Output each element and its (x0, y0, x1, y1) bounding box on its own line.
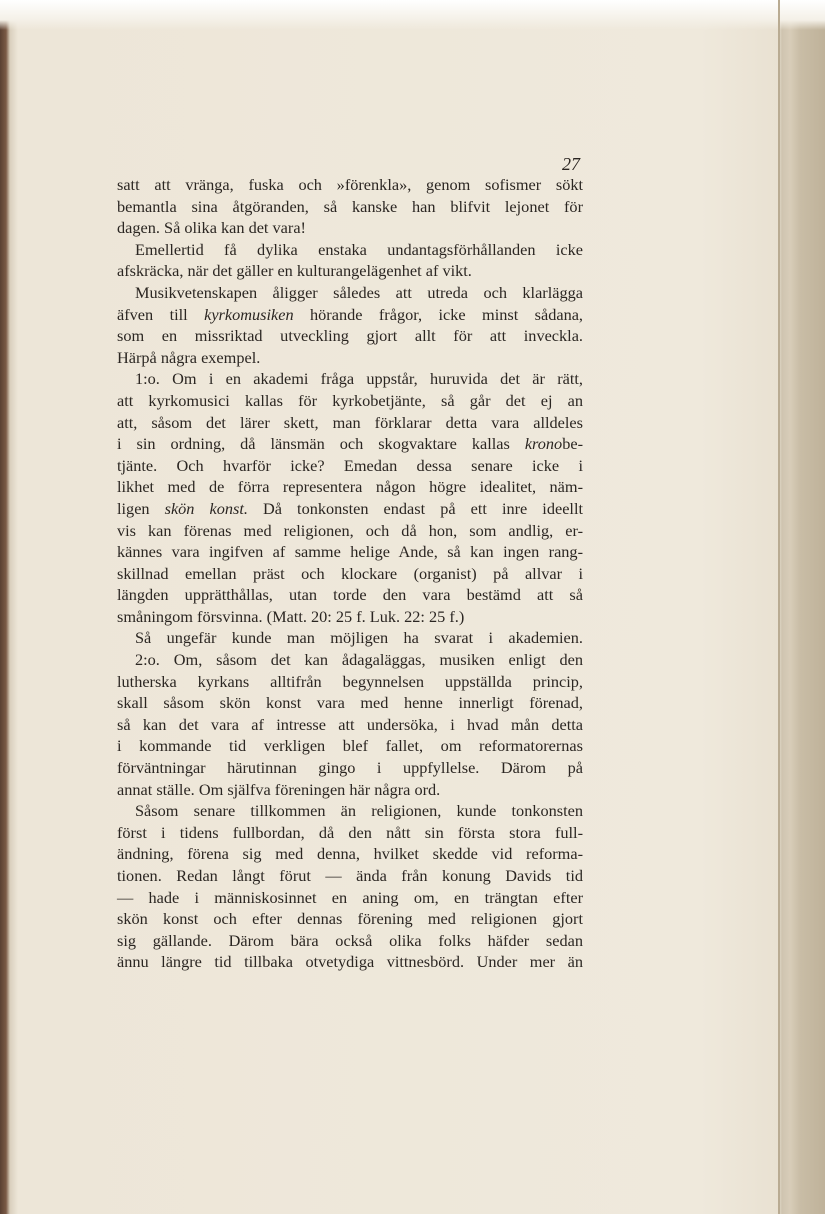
text-line: först i tidens fullbordan, då den nått sin första stora full- (117, 822, 583, 842)
text-line: att, såsom det lärer skett, man förklarar detta vara alldeles (117, 412, 583, 432)
text-line: sig gällande. Därom bära också olika folks häfder sedan (117, 930, 583, 950)
emphasis-text: kyrkomusiken (204, 304, 294, 324)
page-fold-edge (778, 0, 780, 1214)
text-run: i sin ordning, då länsmän och skogvaktare kallas (117, 434, 525, 454)
text-line: lutherska kyrkans alltifrån begynnelsen uppställda princip, (117, 671, 583, 691)
body-text (117, 174, 583, 973)
text-line: så kan det vara af intresse att undersöka, i hvad mån detta (117, 714, 583, 734)
text-line: ännu längre tid tillbaka otvetydiga vittnesbörd. Under mer än (117, 952, 583, 972)
text-line (117, 498, 583, 520)
text-line: vis kan förenas med religionen, och då hon, som andlig, er- (117, 520, 583, 540)
text-line: skall såsom skön konst vara med henne innerligt förenad, (117, 693, 583, 713)
text-line: dagen. Så olika kan det vara! (117, 218, 306, 238)
text-line: tjänte. Och hvarför icke? Emedan dessa senare icke i (117, 455, 583, 475)
text-run: be- (562, 434, 583, 454)
text-line: 1:o. Om i en akademi fråga uppstår, huruvida det är rätt, (135, 369, 583, 389)
text-line: småningom försvinna. (Matt. 20: 25 f. Luk. 22: 25 f.) (117, 606, 465, 626)
text-line: tionen. Redan långt förut — ända från konung Davids tid (117, 866, 583, 885)
emphasis-text: krono (524, 434, 563, 454)
text-line: i kommande tid verkligen blef fallet, om reformatorernas (117, 736, 583, 756)
text-line (117, 304, 583, 326)
text-line: att kyrkomusici kallas för kyrkobetjänte, så går det ej an (117, 390, 583, 410)
text-line: — hade i människosinnet en aning om, en trängtan efter (117, 887, 583, 907)
text-line: Härpå några exempel. (117, 347, 261, 367)
text-run: ligen (117, 498, 165, 518)
page-number: 27 (562, 154, 580, 174)
text-line: ändning, förena sig med denna, hvilket skedde vid reforma- (117, 844, 583, 864)
text-line: bemantla sina åtgöranden, så kanske han blifvit lejonet för (117, 196, 583, 216)
page-top-edge (0, 0, 825, 30)
text-line: förväntningar härutinnan gingo i uppfyllelse. Därom på (117, 758, 583, 778)
emphasis-text: skön konst. (164, 498, 248, 518)
text-line: Musikvetenskapen åligger således att utreda och klarlägga (135, 282, 583, 302)
text-line: likhet med de förra representera någon högre idealitet, näm- (117, 477, 583, 497)
text-line: längden upprätthållas, utan torde den vara bestämd att så (117, 585, 583, 605)
text-line: skillnad emellan präst och klockare (organist) på allvar i (117, 563, 583, 583)
text-line (117, 433, 583, 455)
text-run: äfven till (117, 304, 205, 324)
text-run: hörande frågor, icke minst sådana, (293, 304, 584, 324)
text-line: kännes vara ingifven af samme helige Ande, så kan ingen rang- (117, 542, 583, 562)
text-line: Såsom senare tillkommen än religionen, kunde tonkonsten (135, 801, 583, 821)
text-line: Så ungefär kunde man möjligen ha svarat i akademien. (135, 628, 583, 648)
text-line: afskräcka, när det gäller en kulturangelägenhet af vikt. (117, 261, 472, 281)
text-line: satt att vränga, fuska och »förenkla», genom sofismer sökt (117, 175, 583, 194)
text-line: Emellertid få dylika enstaka undantagsförhållanden icke (135, 239, 583, 259)
text-line: annat ställe. Om själfva föreningen här några ord. (117, 779, 441, 799)
text-line: 2:o. Om, såsom det kan ådagaläggas, musiken enligt den (135, 650, 583, 670)
text-line: som en missriktad utveckling gjort allt för att inveckla. (117, 326, 583, 346)
text-run: Då tonkonsten endast på ett inre ideellt (247, 498, 583, 518)
text-line: skön konst och efter dennas förening med religionen gjort (117, 909, 583, 929)
